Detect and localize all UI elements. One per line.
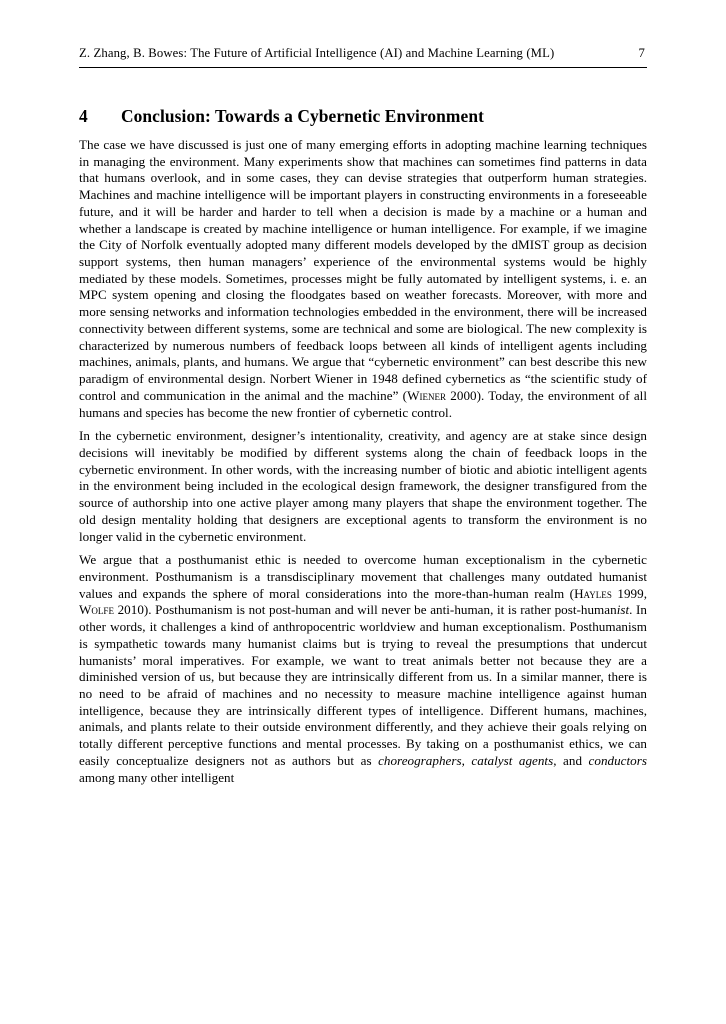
paragraph-3-text-e: , and [553, 752, 589, 768]
paragraph-3-text-d: . In other words, it challenges a kind of anthropocentric worldview and human exceptionalism. Posthumanism is sympathetic towards many humanist claims but is trying to reveal the presumptions that undercut humanists’ moral imperatives. For example, we want to treat animals better not because they are a diminished version of us, but because they are intrinsically different from us. In a similar manner, there is no need to be afraid of machines and no necessity to measure machine intelligence against human intelligence, because they are intrinsically different types of intelligence. Different humans, machines, animals, and plants relate to their outside environment differently, and they achieve their goals relying on totally different perceptive functions and mental processes. By taking on a posthumanist ethics, we can easily conceptualize designers not as authors but as [79, 602, 648, 768]
paragraph-2-text: In the cybernetic environment, designer’s intentionality, creativity, and agency are at stake since design decisions will inevitably be modified by different systems along the chain of feedback loops in the cybernetic environment. In other words, with the increasing number of biotic and abiotic intelligent agents in the environment being included in the ecological design framework, the designer transfigured from the source of authorship into one active player among many players that shape the environment together. The old design mentality holding that designers are exceptional agents to transform the environment is no longer valid in the cybernetic environment. [79, 428, 647, 544]
section-number: 4 [79, 105, 88, 126]
section-heading [79, 105, 647, 127]
page-number: 7 [638, 46, 645, 60]
paragraph-3 [79, 552, 647, 786]
paragraph-3-text-b: 1999, [611, 585, 647, 601]
paragraph-3-text-a: We argue that a posthumanist ethic is needed to overcome human exceptionalism in the cybernetic environment. Posthumanism is a transdisciplinary movement that challenges many outdated humanist values and expands the sphere of moral considerations into the more-than-human realm ( [79, 552, 647, 601]
header-rule [79, 67, 647, 68]
paragraph-2 [79, 428, 647, 545]
section-title: Conclusion: Towards a Cybernetic Environment [121, 105, 484, 126]
paragraph-1-text-a: The case we have discussed is just one of many emerging efforts in adopting machine learning techniques in managing the environment. Many experiments show that machines can sometimes find patterns in data that humans overlook, and in some cases, they can devise strategies that outperform human strategies. Machines and machine intelligence will be important players in constructing environments in a foreseeable future, and it will be harder and harder to tell when a decision is made by a machine or a human and whether a landscape is created by machine intelligence or human intelligence. For example, if we imagine the City of Norfolk eventually adopted many different models developed by the dMIST group as decision support systems, then human managers’ experience of the environmental systems would be highly mediated by these models. Sometimes, processes might be fully automated by intelligent systems, i. e. an MPC system opening and closing the floodgates based on weather forecasts. Moreover, with more and more sensing networks and information technologies embedded in the environment, there will be increased connectivity between different systems, some are technical and some are biological. The new complexity is characterized by numerous numbers of feedback loops between all kinds of intelligent agents including machines, animals, plants, and humans. We argue that “cybernetic environment” can best describe this new paradigm of environmental design. Norbert Wiener in 1948 defined cybernetics as “the scientific study of control and communication in the animal and the machine” ( [79, 137, 647, 403]
running-head-title: Z. Zhang, B. Bowes: The Future of Artificial Intelligence (AI) and Machine Learning (ML) [79, 46, 555, 60]
running-head [79, 46, 647, 61]
citation-wolfe: Wolfe [79, 602, 114, 618]
emphasis-ist: ist [616, 602, 630, 618]
paragraph-1 [79, 137, 647, 421]
citation-wiener: Wiener [407, 387, 447, 403]
paragraph-3-text-c: 2010). Posthumanism is not post-human and will never be anti-human, it is rather post-human [114, 602, 617, 618]
paragraph-1-text-b: 2000). Today, the environment of all humans and species has become the new frontier of cybernetic control. [79, 387, 647, 420]
body-text [79, 137, 647, 786]
emphasis-conductors: conductors [588, 752, 647, 768]
emphasis-choreographers-catalyst-agents: choreographers, catalyst agents [378, 752, 554, 768]
citation-hayles: Hayles [574, 585, 612, 601]
paragraph-3-text-f: among many other intelligent [79, 769, 235, 785]
